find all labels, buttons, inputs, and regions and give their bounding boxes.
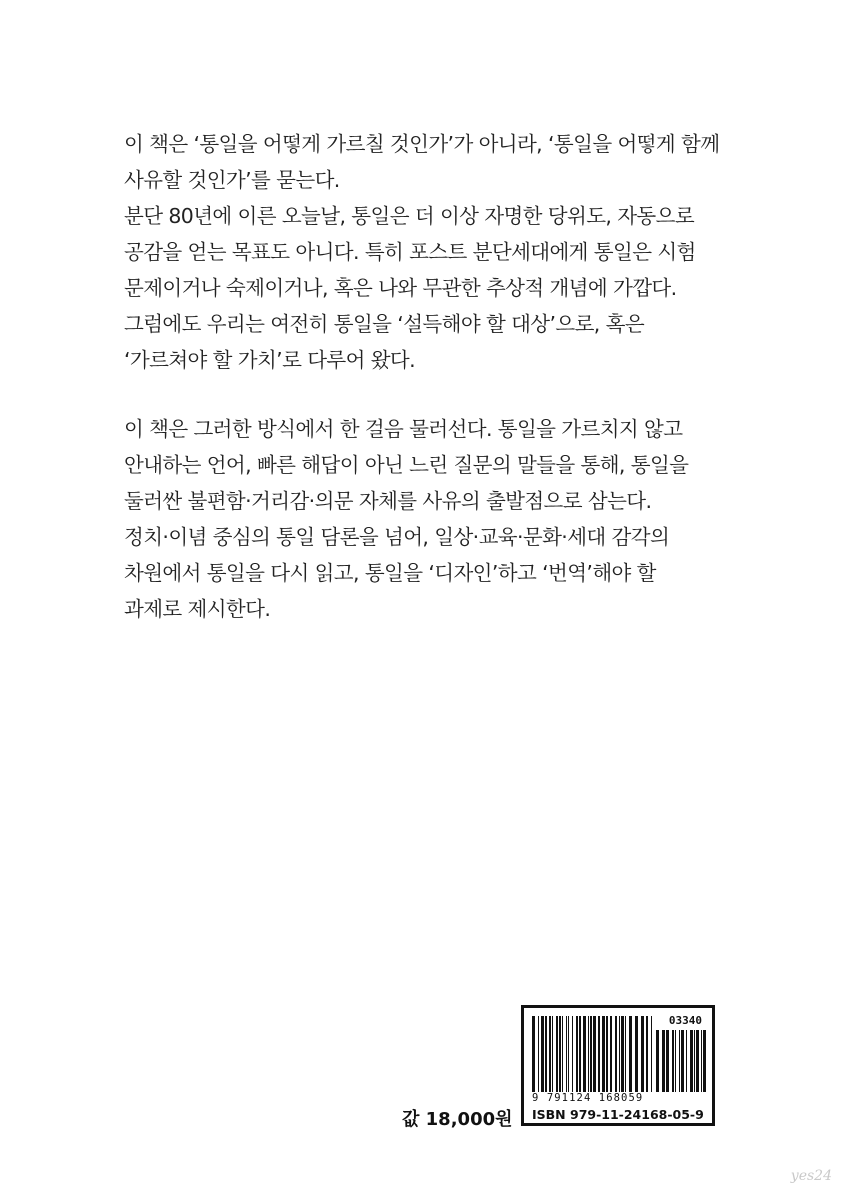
barcode-bar: [545, 1016, 547, 1092]
barcode-bar: [579, 1016, 581, 1092]
blurb-line: 정치·이념 중심의 통일 담론을 넘어, 일상·교육·문화·세대 감각의: [124, 525, 670, 549]
barcode-bar: [590, 1016, 592, 1092]
blurb-line: 이 책은 ‘통일을 어떻게 가르칠 것인가’가 아니라, ‘통일을 어떻게 함께: [124, 132, 720, 156]
addon-code: 03340: [668, 1014, 702, 1027]
barcode-bar: [635, 1016, 638, 1092]
barcode-bar: [629, 1016, 632, 1092]
barcode-bar: [576, 1016, 578, 1092]
barcode-bar: [559, 1016, 561, 1092]
blurb-line: 공감을 얻는 목표도 아니다. 특히 포스트 분단세대에게 통일은 시험: [124, 240, 696, 264]
barcode-bar: [602, 1016, 605, 1092]
blurb-line: 안내하는 언어, 빠른 해답이 아닌 느린 질문의 말들을 통해, 통일을: [124, 453, 689, 477]
barcode-bar: [651, 1016, 652, 1092]
ean-digits: 9 791124 168059: [532, 1092, 644, 1104]
barcode-bar: [681, 1030, 684, 1092]
barcode-bar: [621, 1016, 624, 1092]
barcode-bar: [690, 1030, 693, 1092]
barcode-bar: [538, 1016, 539, 1092]
barcode-bar: [686, 1030, 687, 1092]
barcode-bar: [662, 1030, 665, 1092]
blurb-line: 둘러싼 불편함·거리감·의문 자체를 사유의 출발점으로 삼는다.: [124, 489, 652, 513]
barcode-bar: [656, 1030, 659, 1092]
barcode-bar: [701, 1030, 702, 1092]
blurb-line: 사유할 것인가’를 묻는다.: [124, 168, 340, 192]
barcode-bar: [566, 1016, 567, 1092]
barcode-bar: [606, 1016, 608, 1092]
barcode-bar: [588, 1016, 589, 1092]
barcode-bar: [572, 1016, 573, 1092]
barcode-bar: [615, 1016, 617, 1092]
barcode-bar: [625, 1016, 626, 1092]
blurb-line: 이 책은 그러한 방식에서 한 걸음 물러선다. 통일을 가르치지 않고: [124, 417, 683, 441]
blurb-line: ‘가르쳐야 할 가치’로 다루어 왔다.: [124, 348, 416, 372]
blurb-line: 과제로 제시한다.: [124, 597, 271, 621]
barcode-bar: [549, 1016, 551, 1092]
price-label: 값 18,000원: [402, 1109, 513, 1130]
barcode-bar: [593, 1016, 596, 1092]
barcode-bar: [598, 1016, 600, 1092]
barcode-bar: [583, 1016, 586, 1092]
barcode-bar: [675, 1030, 676, 1092]
barcode-bar: [703, 1030, 706, 1092]
barcode-bar: [672, 1030, 674, 1092]
blurb-line: 문제이거나 숙제이거나, 혹은 나와 무관한 추상적 개념에 가깝다.: [124, 276, 677, 300]
barcode-bar: [568, 1016, 569, 1092]
barcode-bar: [694, 1030, 695, 1092]
barcode-bar: [556, 1016, 558, 1092]
watermark-logo: yes24: [790, 1168, 832, 1184]
barcode-bar: [646, 1016, 648, 1092]
barcode-bar: [696, 1030, 699, 1092]
back-cover-blurb: [124, 126, 724, 627]
blurb-line: 그럼에도 우리는 여전히 통일을 ‘설득해야 할 대상’으로, 혹은: [124, 312, 645, 336]
barcode-bar: [532, 1016, 535, 1092]
barcode-bar: [562, 1016, 563, 1092]
barcode-bar: [679, 1030, 680, 1092]
blurb-line: 차원에서 통일을 다시 읽고, 통일을 ‘디자인’하고 ‘번역’해야 할: [124, 561, 656, 585]
barcode-bar: [552, 1016, 553, 1092]
isbn-barcode: [521, 1005, 715, 1126]
barcode-bar: [610, 1016, 612, 1092]
barcode-bar: [619, 1016, 620, 1092]
ean-bars: [532, 1016, 652, 1092]
addon-bars: [656, 1030, 706, 1092]
barcode-bar: [666, 1030, 669, 1092]
isbn-number: ISBN 979-11-24168-05-9: [532, 1107, 704, 1122]
blurb-line: 분단 80년에 이른 오늘날, 통일은 더 이상 자명한 당위도, 자동으로: [124, 204, 695, 228]
barcode-bar: [641, 1016, 644, 1092]
barcode-bar: [541, 1016, 544, 1092]
